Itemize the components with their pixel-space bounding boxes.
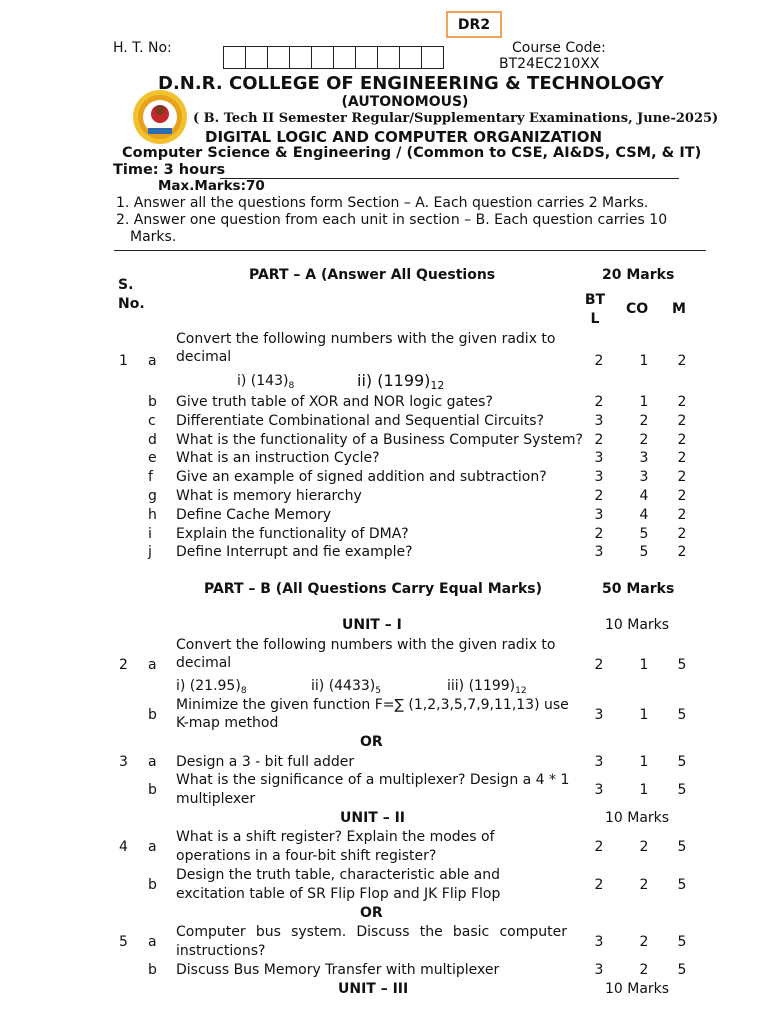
course-code: BT24EC210XX [499,56,600,72]
marks-value: 5 [677,707,687,723]
marks-value: 5 [677,754,687,770]
branch-title: Computer Science & Engineering / (Common to CSE, AI&DS, CSM, & IT) [122,145,702,161]
question-text: Define Cache Memory [176,507,332,523]
btl-value: 2 [594,526,604,542]
question-text: Give an example of signed addition and subtraction? [176,469,547,485]
radix-base: 8 [288,381,295,391]
unit-1-marks: 10 Marks [605,617,670,633]
or-divider: OR [360,734,383,750]
marks-value: 2 [677,507,687,523]
question-sub-label: a [148,657,157,673]
unit-3-marks: 10 Marks [605,981,670,997]
question-text: What is memory hierarchy [176,488,362,504]
btl-header-2: L [590,311,600,327]
question-number: 5 [119,934,128,950]
btl-value: 2 [594,657,604,673]
btl-value: 3 [594,782,604,798]
co-value: 3 [639,469,649,485]
radix-value: i) (143) [237,373,289,389]
part-b-title: PART – B (All Questions Carry Equal Marks) [204,581,543,597]
part-a-marks: 20 Marks [602,267,675,283]
question-text: K-map method [176,715,279,731]
question-text: decimal [176,349,232,365]
college-seal-logo [122,88,198,146]
question-text: Computer bus system. Discuss the basic computer [176,924,567,940]
co-header: CO [626,301,649,317]
marks-value: 2 [677,394,687,410]
autonomous-label: (AUTONOMOUS) [341,94,469,110]
instruction-2: 2. Answer one question from each unit in section – B. Each question carries 10 [116,212,668,228]
question-sub-label: b [148,782,157,798]
question-text: Design a 3 - bit full adder [176,754,355,770]
marks-value: 2 [677,450,687,466]
question-text: Minimize the given function F=∑ (1,2,3,5,7,9,11,13) use [176,697,569,713]
marks-value: 2 [677,544,687,560]
part-a-title: PART – A (Answer All Questions [249,267,496,283]
question-sub-label: h [148,507,157,523]
btl-value: 2 [594,877,604,893]
radix-option-2 [311,678,381,696]
marks-value: 2 [677,488,687,504]
co-value: 1 [639,707,649,723]
co-value: 1 [639,353,649,369]
sno-header-2: No. [118,296,145,312]
question-sub-label: f [148,469,153,485]
co-value: 1 [639,754,649,770]
co-value: 1 [639,657,649,673]
co-value: 4 [639,488,649,504]
radix-base: 5 [375,686,381,696]
btl-value: 3 [594,413,604,429]
btl-value: 3 [594,450,604,466]
subject-title: DIGITAL LOGIC AND COMPUTER ORGANIZATION [205,128,603,146]
marks-value: 2 [677,432,687,448]
question-text: Convert the following numbers with the given radix to [176,331,556,347]
btl-value: 2 [594,432,604,448]
co-value: 2 [639,962,649,978]
question-text: What is the significance of a multiplexer? Design a 4 * 1 [176,772,570,788]
btl-header: BT [584,292,606,308]
question-text: Give truth table of XOR and NOR logic gates? [176,394,493,410]
marks-value: 5 [677,934,687,950]
question-text: multiplexer [176,791,256,807]
question-number: 3 [119,754,128,770]
radix-option-3 [447,678,527,696]
m-header: M [672,301,686,317]
btl-value: 2 [594,353,604,369]
co-value: 5 [639,544,649,560]
marks-value: 2 [677,413,687,429]
hall-ticket-boxes [224,46,444,69]
btl-value: 3 [594,934,604,950]
question-text: operations in a four-bit shift register? [176,848,437,864]
question-sub-label: c [148,413,156,429]
co-value: 1 [639,394,649,410]
question-sub-label: j [148,544,152,560]
btl-value: 2 [594,488,604,504]
radix-option-2 [357,371,444,392]
paper-code-badge: DR2 [446,11,502,38]
btl-value: 3 [594,469,604,485]
unit-2-heading: UNIT – II [340,810,406,826]
question-text: Discuss Bus Memory Transfer with multiplexer [176,962,500,978]
question-sub-label: i [148,526,152,542]
radix-value: i) (21.95) [176,678,241,694]
btl-value: 2 [594,839,604,855]
question-text: excitation table of SR Flip Flop and JK Flip Flop [176,886,501,902]
or-divider: OR [360,905,383,921]
course-code-label: Course Code: [512,40,606,56]
part-b-marks: 50 Marks [602,581,675,597]
instruction-1: 1. Answer all the questions form Section – A. Each question carries 2 Marks. [116,195,649,211]
co-value: 2 [639,934,649,950]
marks-value: 5 [677,839,687,855]
question-text: Design the truth table, characteristic able and [176,867,501,883]
sno-header: S. [118,277,134,293]
marks-value: 5 [677,782,687,798]
marks-value: 5 [677,962,687,978]
question-number: 2 [119,657,128,673]
question-sub-label: a [148,754,157,770]
question-text: Explain the functionality of DMA? [176,526,409,542]
question-text: instructions? [176,943,266,959]
co-value: 4 [639,507,649,523]
question-text: decimal [176,655,232,671]
question-sub-label: b [148,962,157,978]
radix-value: ii) (1199) [357,371,431,390]
btl-value: 3 [594,962,604,978]
btl-value: 3 [594,707,604,723]
radix-value: iii) (1199) [447,678,516,694]
question-sub-label: g [148,488,157,504]
btl-value: 3 [594,544,604,560]
co-value: 3 [639,450,649,466]
btl-value: 2 [594,394,604,410]
question-sub-label: a [148,839,157,855]
marks-value: 2 [677,469,687,485]
question-text: Convert the following numbers with the given radix to [176,637,556,653]
question-text: What is an instruction Cycle? [176,450,380,466]
question-sub-label: d [148,432,157,448]
question-sub-label: b [148,394,157,410]
question-text: What is a shift register? Explain the modes of [176,829,495,845]
marks-value: 5 [677,657,687,673]
college-name: D.N.R. COLLEGE OF ENGINEERING & TECHNOLOGY [158,73,664,94]
co-value: 2 [639,413,649,429]
header-divider [220,178,679,179]
radix-option-1 [176,678,247,696]
unit-3-heading: UNIT – III [338,981,409,997]
btl-value: 3 [594,507,604,523]
exam-title: ( B. Tech II Semester Regular/Supplementary Examinations, June-2025) [193,111,719,126]
co-value: 2 [639,432,649,448]
co-value: 5 [639,526,649,542]
unit-1-heading: UNIT – I [342,617,402,633]
marks-value: 2 [677,353,687,369]
co-value: 2 [639,877,649,893]
exam-duration: Time: 3 hours [113,162,226,178]
radix-base: 12 [515,686,527,696]
question-sub-label: b [148,707,157,723]
radix-option-1 [237,373,294,391]
question-sub-label: e [148,450,157,466]
radix-value: ii) (4433) [311,678,376,694]
question-text: Differentiate Combinational and Sequential Circuits? [176,413,544,429]
unit-2-marks: 10 Marks [605,810,670,826]
question-number: 1 [119,353,128,369]
question-text: What is the functionality of a Business Computer System? [176,432,583,448]
marks-value: 5 [677,877,687,893]
co-value: 1 [639,782,649,798]
max-marks: Max.Marks:70 [158,178,265,194]
question-sub-label: a [148,934,157,950]
marks-value: 2 [677,526,687,542]
btl-value: 3 [594,754,604,770]
instruction-2-cont: Marks. [130,229,177,245]
instructions-divider [114,250,706,251]
radix-base: 12 [430,379,445,392]
co-value: 2 [639,839,649,855]
question-sub-label: a [148,353,157,369]
radix-base: 8 [240,686,247,696]
hall-ticket-label: H. T. No: [113,40,172,56]
question-sub-label: b [148,877,157,893]
question-number: 4 [119,839,128,855]
question-text: Define Interrupt and fie example? [176,544,413,560]
